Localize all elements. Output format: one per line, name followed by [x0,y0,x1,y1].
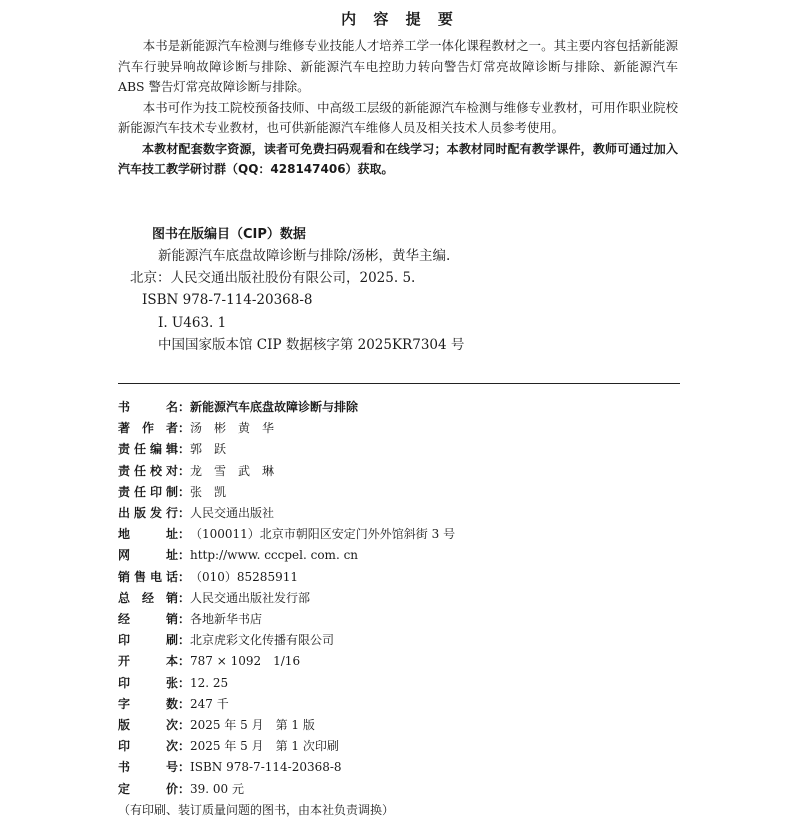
info-row [118,779,455,800]
info-colon: ： [178,527,191,542]
info-colon: ： [178,569,191,584]
info-label: 开本 [118,654,178,669]
info-row [118,609,455,630]
info-label: 书名 [118,400,178,414]
info-colon: ： [178,633,191,648]
info-row [118,630,455,651]
info-value: 247 千 [190,696,229,711]
summary-paragraph-3: 本教材配套数字资源，读者可免费扫码观看和在线学习；本教材同时配有教学课件，教师可通过加入汽车技工教学研讨群（QQ：428147406）获取。 [118,141,678,176]
quality-note: （有印刷、装订质量问题的图书，由本社负责调换） [118,802,395,817]
info-label: 销售电话 [118,569,178,584]
info-label: 字数 [118,696,178,711]
info-value: http://www. cccpel. com. cn [190,548,359,563]
info-row [118,397,455,418]
info-label: 版次 [118,718,178,733]
info-value: 龙 雪 武 琳 [190,463,275,478]
info-label: 出版发行 [118,506,178,521]
info-value: 2025 年 5 月 第 1 版 [190,718,315,733]
info-label: 责任校对 [118,463,178,478]
info-row [118,545,455,566]
cip-line-title: 新能源汽车底盘故障诊断与排除/汤彬，黄华主编. [158,248,451,264]
info-colon: ： [178,442,191,457]
info-value: ISBN 978-7-114-20368-8 [190,760,342,775]
info-row [118,461,455,482]
info-value: 人民交通出版社 [190,506,275,521]
summary-paragraph-2: 本书可作为技工院校预备技师、中高级工层级的新能源汽车检测与维修专业教材，可用作职业院校新能源汽车技术专业教材，也可供新能源汽车维修人员及相关技术人员参考使用。 [118,99,678,135]
info-row [118,418,455,439]
info-label: 著作者 [118,421,178,436]
info-label: 经销 [118,612,178,627]
info-value: 各地新华书店 [190,612,263,627]
info-value: 12. 25 [190,675,229,690]
info-value: 39. 00 元 [190,781,244,796]
cip-heading: 图书在版编目（CIP）数据 [152,227,306,242]
cip-block [130,245,464,356]
info-colon: ： [178,718,191,733]
info-colon: ： [178,675,191,690]
info-colon: ： [178,506,191,521]
info-row [118,757,455,778]
info-label: 网址 [118,548,178,563]
publication-info [118,397,455,821]
info-value: 人民交通出版社发行部 [190,590,311,605]
info-colon: ： [178,421,191,436]
summary-paragraph-1: 本书是新能源汽车检测与维修专业技能人才培养工学一体化课程教材之一。其主要内容包括新能源汽车行驶异响故障诊断与排除、新能源汽车电控助力转向警告灯常亮故障诊断与排除、新能源汽车 ABS 警告灯常亮故障诊断与排除。 [118,38,678,94]
info-label: 印次 [118,739,178,754]
info-value: 2025 年 5 月 第 1 次印刷 [190,739,339,754]
info-colon: ： [178,548,191,563]
info-label: 印张 [118,675,178,690]
divider [118,383,680,384]
info-colon: ： [178,760,191,775]
info-row [118,694,455,715]
info-row [118,651,455,672]
info-label: 书号 [118,760,178,775]
info-colon: ： [178,696,191,711]
info-value: （100011）北京市朝阳区安定门外外馆斜街 3 号 [190,527,456,542]
info-label: 责任编辑 [118,442,178,457]
cip-line-isbn: ISBN 978-7-114-20368-8 [142,292,313,309]
info-label: 总经销 [118,590,178,605]
content-summary [118,36,678,180]
info-row [118,439,455,460]
info-row [118,567,455,588]
info-row [118,715,455,736]
info-colon: ： [178,612,191,627]
info-row [118,503,455,524]
info-colon: ： [178,400,191,414]
info-label: 定价 [118,781,178,796]
info-value: 张 凯 [190,484,227,499]
page-title: 内 容 提 要 [341,10,459,28]
info-row [118,524,455,545]
info-colon: ： [178,484,191,499]
info-value: 新能源汽车底盘故障诊断与排除 [190,400,359,414]
cip-line-number: 中国国家版本馆 CIP 数据核字第 2025KR7304 号 [158,336,465,353]
info-value: 郭 跃 [190,442,227,457]
cip-line-class: Ⅰ. U463. 1 [158,314,227,331]
info-label: 责任印制 [118,484,178,499]
info-row [118,736,455,757]
info-row [118,482,455,503]
info-value: （010）85285911 [190,569,298,584]
info-colon: ： [178,739,191,754]
info-colon: ： [178,463,191,478]
info-label: 印刷 [118,633,178,648]
info-row [118,673,455,694]
info-colon: ： [178,590,191,605]
info-label: 地址 [118,527,178,542]
info-colon: ： [178,654,191,669]
info-colon: ： [178,781,191,796]
cip-line-publisher: 北京：人民交通出版社股份有限公司，2025. 5. [130,270,416,287]
info-row [118,588,455,609]
info-value: 汤 彬 黄 华 [190,421,275,436]
info-value: 北京虎彩文化传播有限公司 [190,633,335,648]
info-value: 787 × 1092 1/16 [190,654,301,669]
